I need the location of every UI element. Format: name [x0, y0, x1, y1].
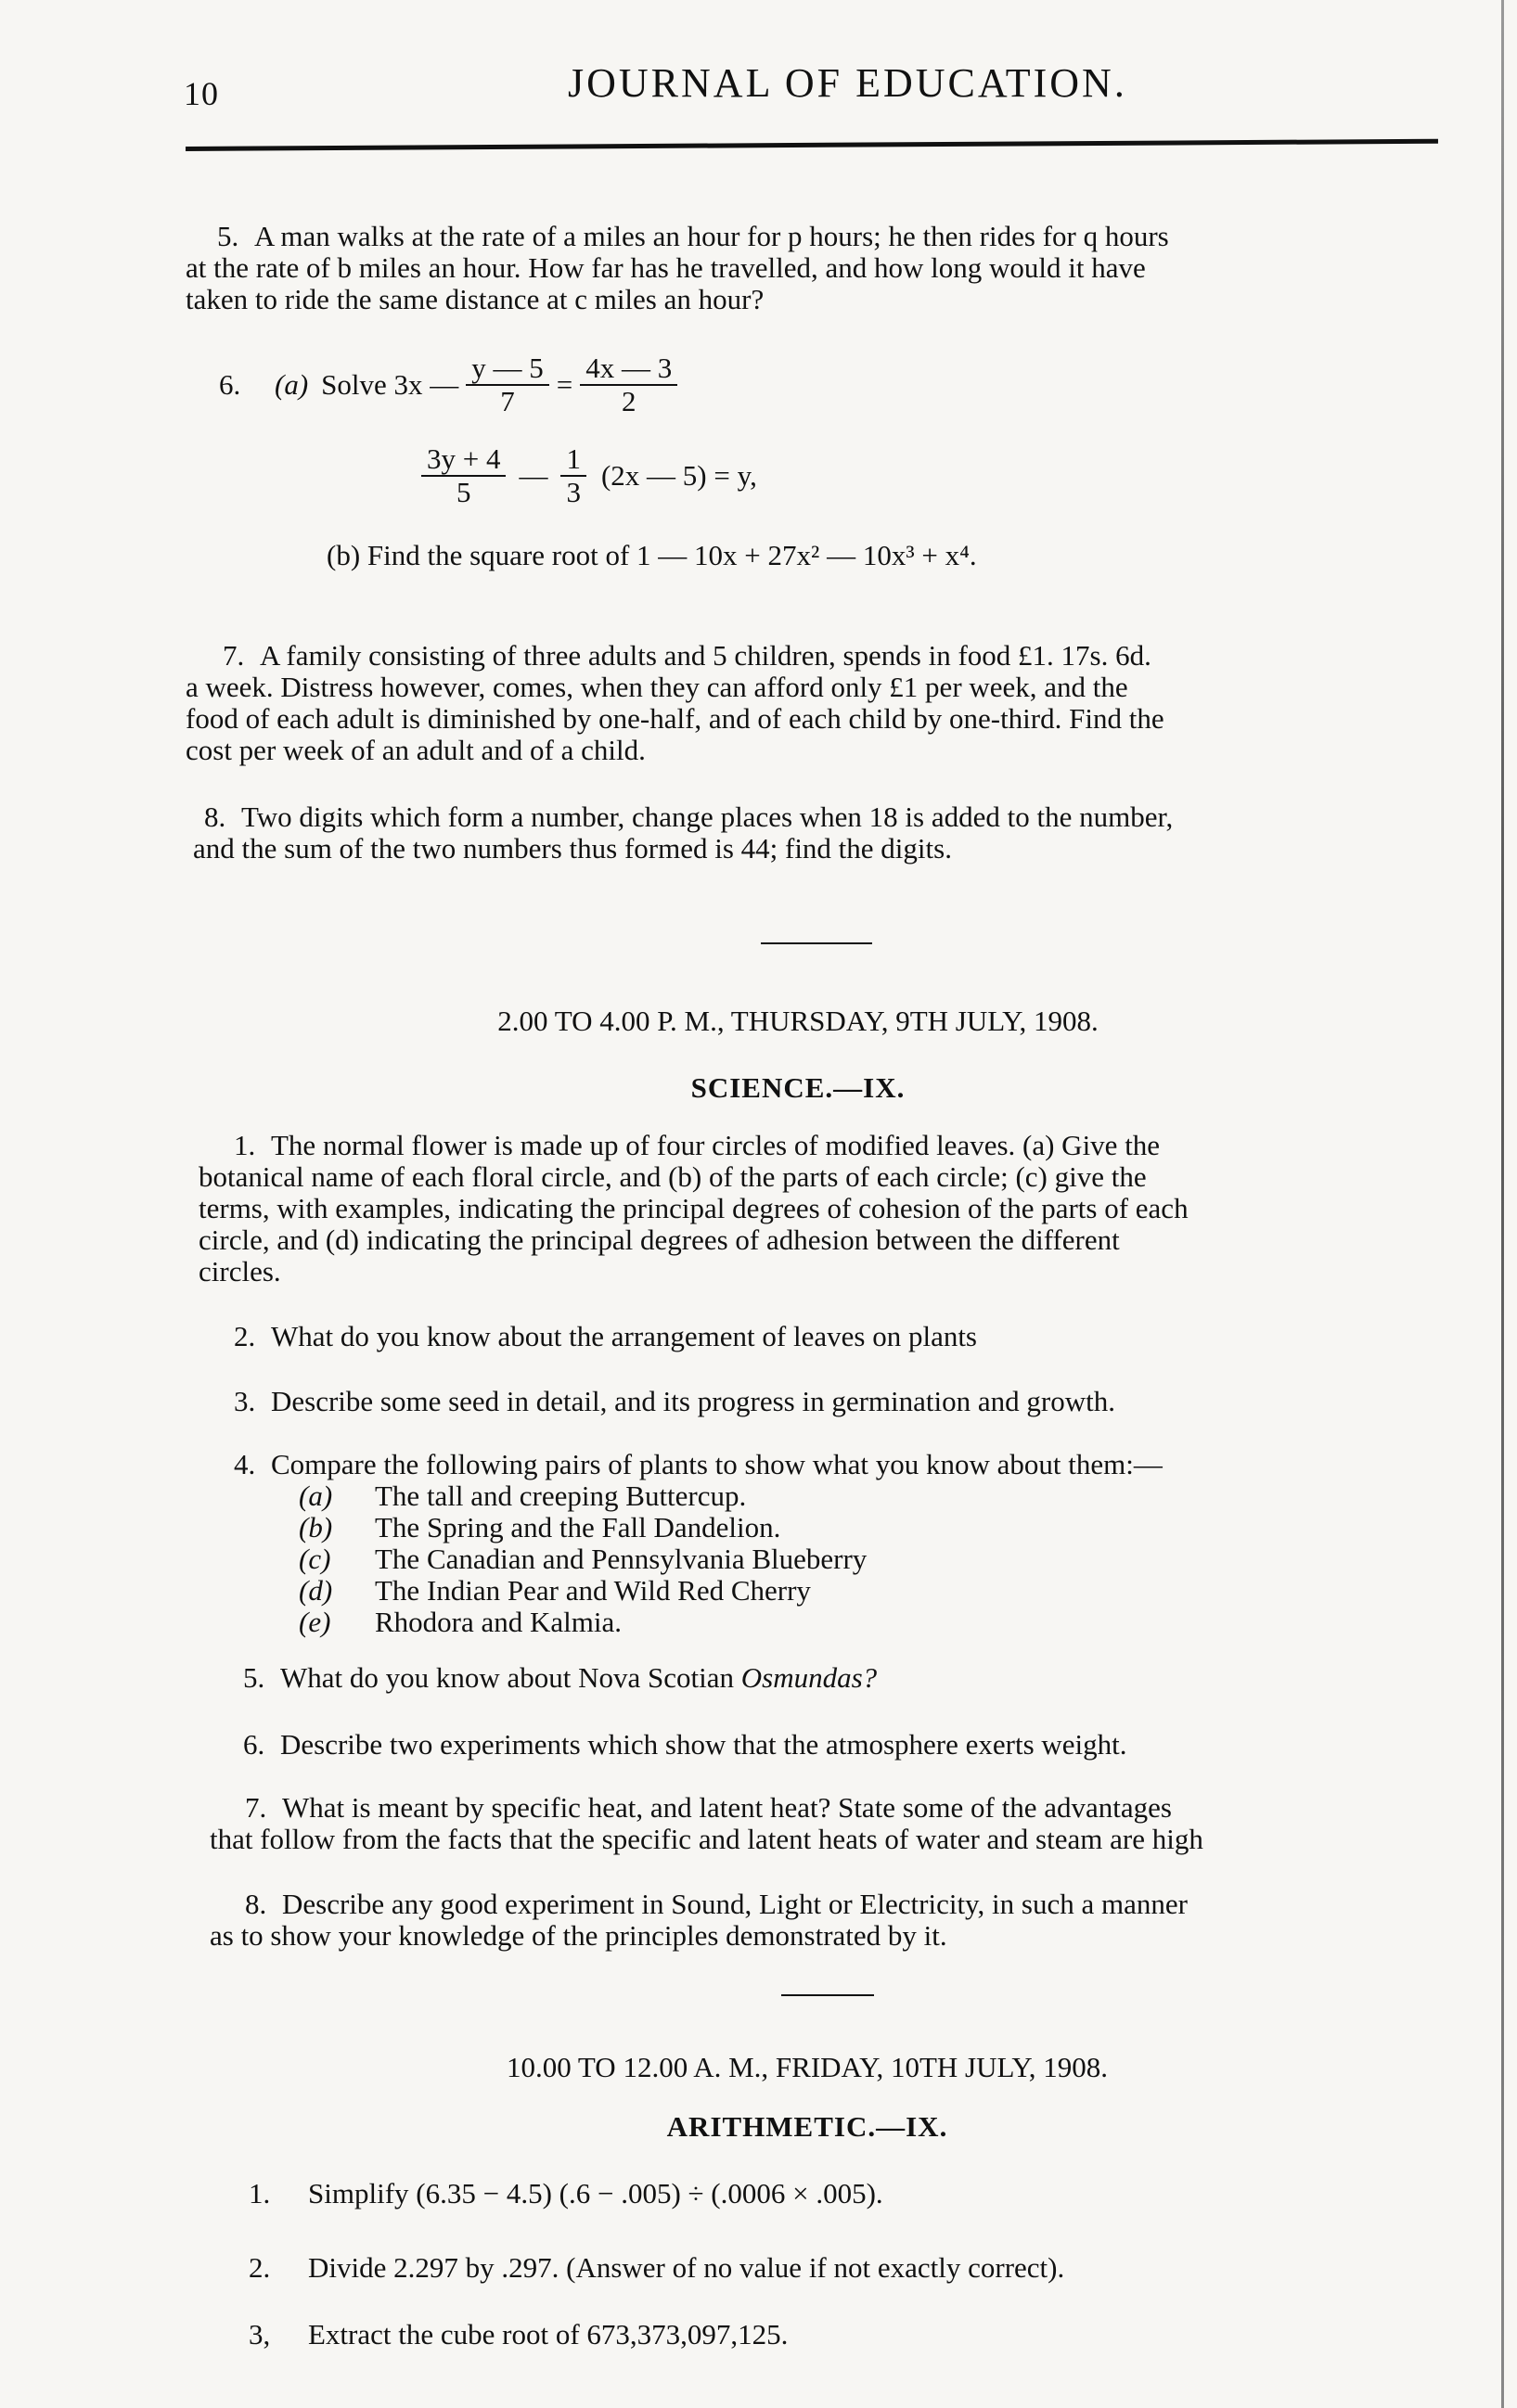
- science-question-8: [210, 1889, 1472, 1952]
- section-separator: [761, 942, 872, 944]
- science-question-4: [234, 1449, 1459, 1638]
- question-text-line: as to show your knowledge of the principles demonstrated by it.: [210, 1919, 947, 1952]
- question-text: Extract the cube root of 673,373,097,125.: [308, 2318, 789, 2350]
- list-item: (c) The Canadian and Pennsylvania Blueberry: [299, 1543, 868, 1575]
- question-text: What do you know about Nova Scotian: [280, 1661, 741, 1694]
- page-number: 10: [184, 75, 219, 112]
- equation-text: (2x — 5) = y,: [600, 459, 757, 492]
- fraction: $\frac{1}{3}$: [560, 443, 586, 508]
- fraction: $\frac{3y + 4}{5}$: [421, 443, 506, 508]
- question-text-line: food of each adult is diminished by one-half, and of each child by one-third. Find the: [186, 702, 1164, 735]
- question-number: 8.: [204, 801, 226, 833]
- section-separator: [781, 1994, 874, 1996]
- algebra-question-5: [186, 221, 1466, 315]
- arithmetic-title: ARITHMETIC.—IX.: [666, 2110, 948, 2143]
- header-rule: [186, 139, 1438, 151]
- part-label: (a): [275, 368, 309, 401]
- equals-sign: =: [556, 368, 573, 401]
- science-session: 2.00 TO 4.00 P. M., THURSDAY, 9TH JULY, 1908.: [497, 1005, 1099, 1037]
- question-text-line: a week. Distress however, comes, when they can afford only £1 per week, and the: [186, 671, 1128, 703]
- question-number: 6.: [219, 368, 241, 401]
- fraction: $\frac{4x — 3}{2}$: [580, 352, 677, 417]
- question-number: 3.: [234, 1385, 256, 1417]
- algebra-question-6: [219, 352, 1425, 571]
- science-question-2: [234, 1321, 1459, 1352]
- list-item: (e) Rhodora and Kalmia.: [299, 1606, 623, 1638]
- question-number: 1.: [234, 1129, 256, 1161]
- arithmetic-question-1: [249, 2178, 1455, 2209]
- plant-pairs-list: [299, 1480, 1459, 1638]
- question-number: 3,: [249, 2318, 271, 2350]
- question-text-line: Describe any good experiment in Sound, Light or Electricity, in such a manner: [282, 1888, 1188, 1920]
- minus-sign: —: [519, 459, 548, 492]
- science-question-5: [243, 1662, 1459, 1694]
- question-text-line: that follow from the facts that the specific and latent heats of water and steam are high: [210, 1823, 1203, 1855]
- question-number: 2.: [249, 2251, 271, 2284]
- question-text-italic: Osmundas?: [740, 1661, 878, 1694]
- question-number: 8.: [245, 1888, 267, 1920]
- question-text-line: Two digits which form a number, change places when 18 is added to the number,: [241, 801, 1174, 833]
- science-title: SCIENCE.—IX.: [690, 1071, 906, 1104]
- question-number: 6.: [243, 1728, 265, 1761]
- question-text: What do you know about the arrangement of leaves on plants: [271, 1320, 977, 1352]
- question-text-line: taken to ride the same distance at c miles an hour?: [186, 283, 765, 315]
- question-text: Describe two experiments which show that the atmosphere exerts weight.: [280, 1728, 1127, 1761]
- science-question-7: [210, 1792, 1472, 1855]
- question-number: 7.: [245, 1791, 267, 1824]
- question-text-line: and the sum of the two numbers thus formed is 44; find the digits.: [193, 832, 952, 865]
- arithmetic-question-3: [249, 2319, 1455, 2350]
- journal-title: JOURNAL OF EDUCATION.: [568, 60, 1127, 106]
- science-question-3: [234, 1386, 1459, 1417]
- question-number: 2.: [234, 1320, 256, 1352]
- list-item: (a) The tall and creeping Buttercup.: [299, 1479, 747, 1512]
- question-text-line: cost per week of an adult and of a child.: [186, 734, 646, 766]
- question-text: Simplify (6.35 − 4.5) (.6 − .005) ÷ (.0006 × .005).: [308, 2177, 883, 2209]
- algebra-question-7: [186, 640, 1466, 766]
- algebra-question-8: [193, 801, 1473, 865]
- question-text-line: at the rate of b miles an hour. How far has he travelled, and how long would it have: [186, 251, 1146, 284]
- question-text: Describe some seed in detail, and its progress in germination and growth.: [271, 1385, 1115, 1417]
- science-question-6: [243, 1729, 1459, 1761]
- fraction: $\frac{y — 5}{7}$: [466, 352, 549, 417]
- question-text-line: circle, and (d) indicating the principal degrees of adhesion between the different: [199, 1223, 1120, 1256]
- question-text-line: botanical name of each floral circle, and (b) of the parts of each circle; (c) give the: [199, 1160, 1147, 1193]
- question-number: 7.: [223, 639, 245, 672]
- question-number: 4.: [234, 1448, 256, 1480]
- question-text-line: A family consisting of three adults and 5 children, spends in food £1. 17s. 6d.: [260, 639, 1151, 672]
- list-item: (b) The Spring and the Fall Dandelion.: [299, 1511, 781, 1543]
- arithmetic-session: 10.00 TO 12.00 A. M., FRIDAY, 10TH JULY, 1908.: [506, 2051, 1108, 2083]
- science-question-1: [199, 1130, 1470, 1287]
- list-item: (d) The Indian Pear and Wild Red Cherry: [299, 1574, 811, 1607]
- equation-text: Solve 3x —: [321, 368, 459, 401]
- question-number: 5.: [243, 1661, 265, 1694]
- question-text: Compare the following pairs of plants to show what you know about them:—: [271, 1448, 1163, 1480]
- question-text-line: The normal flower is made up of four circles of modified leaves. (a) Give the: [271, 1129, 1161, 1161]
- question-text-line: What is meant by specific heat, and latent heat? State some of the advantages: [282, 1791, 1172, 1824]
- part-b-text: (b) Find the square root of 1 — 10x + 27x² — 10x³ + x⁴.: [327, 539, 977, 571]
- question-number: 5.: [217, 220, 239, 252]
- question-text-line: terms, with examples, indicating the principal degrees of cohesion of the parts of each: [199, 1192, 1189, 1224]
- arithmetic-question-2: [249, 2252, 1455, 2284]
- question-text-line: A man walks at the rate of a miles an hour for p hours; he then rides for q hours: [254, 220, 1169, 252]
- page-edge-shadow: [1501, 0, 1504, 2408]
- question-text: Divide 2.297 by .297. (Answer of no value if not exactly correct).: [308, 2251, 1065, 2284]
- question-text-line: circles.: [199, 1255, 281, 1287]
- question-number: 1.: [249, 2177, 271, 2209]
